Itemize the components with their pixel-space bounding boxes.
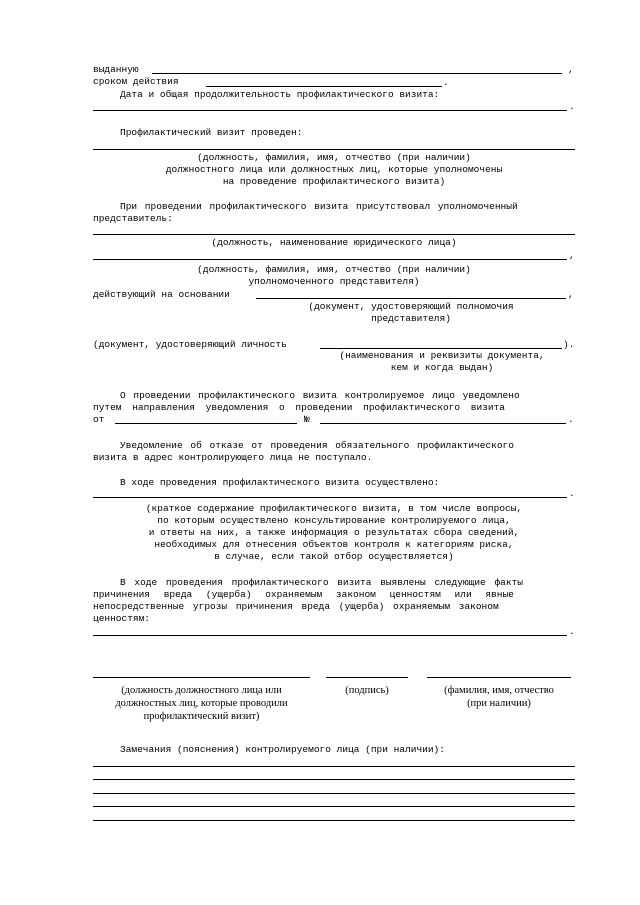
representative-person-hint-1: (должность, фамилия, имя, отчество (при наличии)	[197, 264, 471, 275]
validity-field[interactable]	[206, 86, 442, 87]
official-position-field[interactable]	[93, 677, 310, 678]
remarks-line-5[interactable]	[93, 820, 575, 821]
facts-text-3: непосредственные угрозы причинения вреда (ущерба) охраняемым законом	[93, 601, 499, 612]
facts-field[interactable]	[93, 635, 567, 636]
remarks-line-1[interactable]	[93, 766, 575, 767]
basis-end: ,	[568, 289, 574, 300]
conducted-label: Профилактический визит проведен:	[120, 127, 303, 138]
facts-text-1: В ходе проведения профилактического визита выявлены следующие факты	[120, 577, 523, 588]
conducted-hint-2: должностного лица или должностных лиц, которые уполномочены	[165, 164, 503, 175]
remarks-line-2[interactable]	[93, 779, 575, 780]
official-name-hint-2: (при наличии)	[467, 698, 531, 709]
notice-number-field[interactable]	[320, 423, 566, 424]
representative-person-end: ,	[569, 250, 575, 261]
official-position-hint-2: должностных лиц, которые проводили	[115, 698, 288, 709]
course-field[interactable]	[93, 497, 567, 498]
notice-date-field[interactable]	[115, 423, 297, 424]
facts-end: .	[569, 626, 575, 637]
representative-person-hint-2: уполномоченного представителя)	[248, 276, 420, 287]
official-name-hint-1: (фамилия, имя, отчество	[444, 685, 554, 696]
official-position-hint-3: профилактический визит)	[143, 711, 260, 722]
notice-from-label: от	[93, 414, 105, 425]
issued-end: ,	[568, 64, 574, 75]
course-label: В ходе проведения профилактического визита осуществлено:	[120, 477, 440, 488]
signature-field[interactable]	[326, 677, 408, 678]
issued-field[interactable]	[152, 73, 562, 74]
representative-org-field[interactable]	[93, 234, 575, 235]
representative-text-2: представитель:	[93, 213, 173, 224]
facts-text-2: причинения вреда (ущерба) охраняемым законом ценностям или явные	[93, 589, 514, 600]
official-position-hint-1: (должность должностного лица или	[121, 685, 282, 696]
basis-hint-1: (документ, удостоверяющий полномочия	[308, 301, 514, 312]
notice-number-label: №	[304, 414, 310, 425]
notice-end: .	[568, 414, 574, 425]
identity-label: (документ, удостоверяющий личность	[93, 339, 287, 350]
basis-field[interactable]	[256, 298, 566, 299]
visit-date-end: .	[569, 101, 575, 112]
validity-label: сроком действия	[93, 76, 179, 87]
identity-field[interactable]	[320, 348, 562, 349]
course-hint-2: по которым осуществлено консультирование контролируемого лица,	[157, 515, 511, 526]
representative-org-hint: (должность, наименование юридического лица)	[211, 237, 457, 248]
validity-end: .	[443, 77, 449, 88]
identity-hint-2: кем и когда выдан)	[390, 362, 494, 373]
refusal-text-2: визита в адрес контролирующего лица не поступало.	[93, 452, 373, 463]
conducted-field[interactable]	[93, 149, 575, 150]
remarks-label: Замечания (пояснения) контролируемого лица (при наличии):	[120, 744, 445, 755]
basis-hint-2: представителя)	[371, 313, 451, 324]
facts-text-4: ценностям:	[93, 613, 151, 624]
notice-text-1: О проведении профилактического визита контролируемое лицо уведомлено	[120, 390, 520, 401]
official-name-field[interactable]	[427, 677, 571, 678]
course-hint-5: в случае, если такой отбор осуществляется)	[214, 551, 454, 562]
remarks-line-3[interactable]	[93, 793, 575, 794]
course-hint-1: (краткое содержание профилактического визита, в том числе вопросы,	[145, 503, 523, 514]
conducted-hint-1: (должность, фамилия, имя, отчество (при наличии)	[197, 152, 471, 163]
issued-label: выданную	[93, 64, 139, 75]
course-hint-3: и ответы на них, а также информация о результатах сбора сведений,	[148, 527, 520, 538]
course-hint-4: необходимых для отнесения объектов контроля к категориям риска,	[154, 539, 514, 550]
conducted-hint-3: на проведение профилактического визита)	[222, 176, 446, 187]
refusal-text-1: Уведомление об отказе от проведения обязательного профилактического	[120, 440, 514, 451]
identity-hint-1: (наименования и реквизиты документа,	[339, 350, 545, 361]
remarks-line-4[interactable]	[93, 806, 575, 807]
identity-end: ).	[563, 339, 575, 350]
visit-date-label: Дата и общая продолжительность профилактического визита:	[120, 89, 440, 100]
representative-text-1: При проведении профилактического визита присутствовал уполномоченный	[120, 201, 518, 212]
signature-hint: (подпись)	[345, 685, 389, 696]
course-end: .	[569, 488, 575, 499]
basis-label: действующий на основании	[93, 289, 230, 300]
notice-text-2: путем направления уведомления о проведении профилактического визита	[93, 402, 505, 413]
representative-person-field[interactable]	[93, 259, 567, 260]
visit-date-field[interactable]	[93, 110, 567, 111]
